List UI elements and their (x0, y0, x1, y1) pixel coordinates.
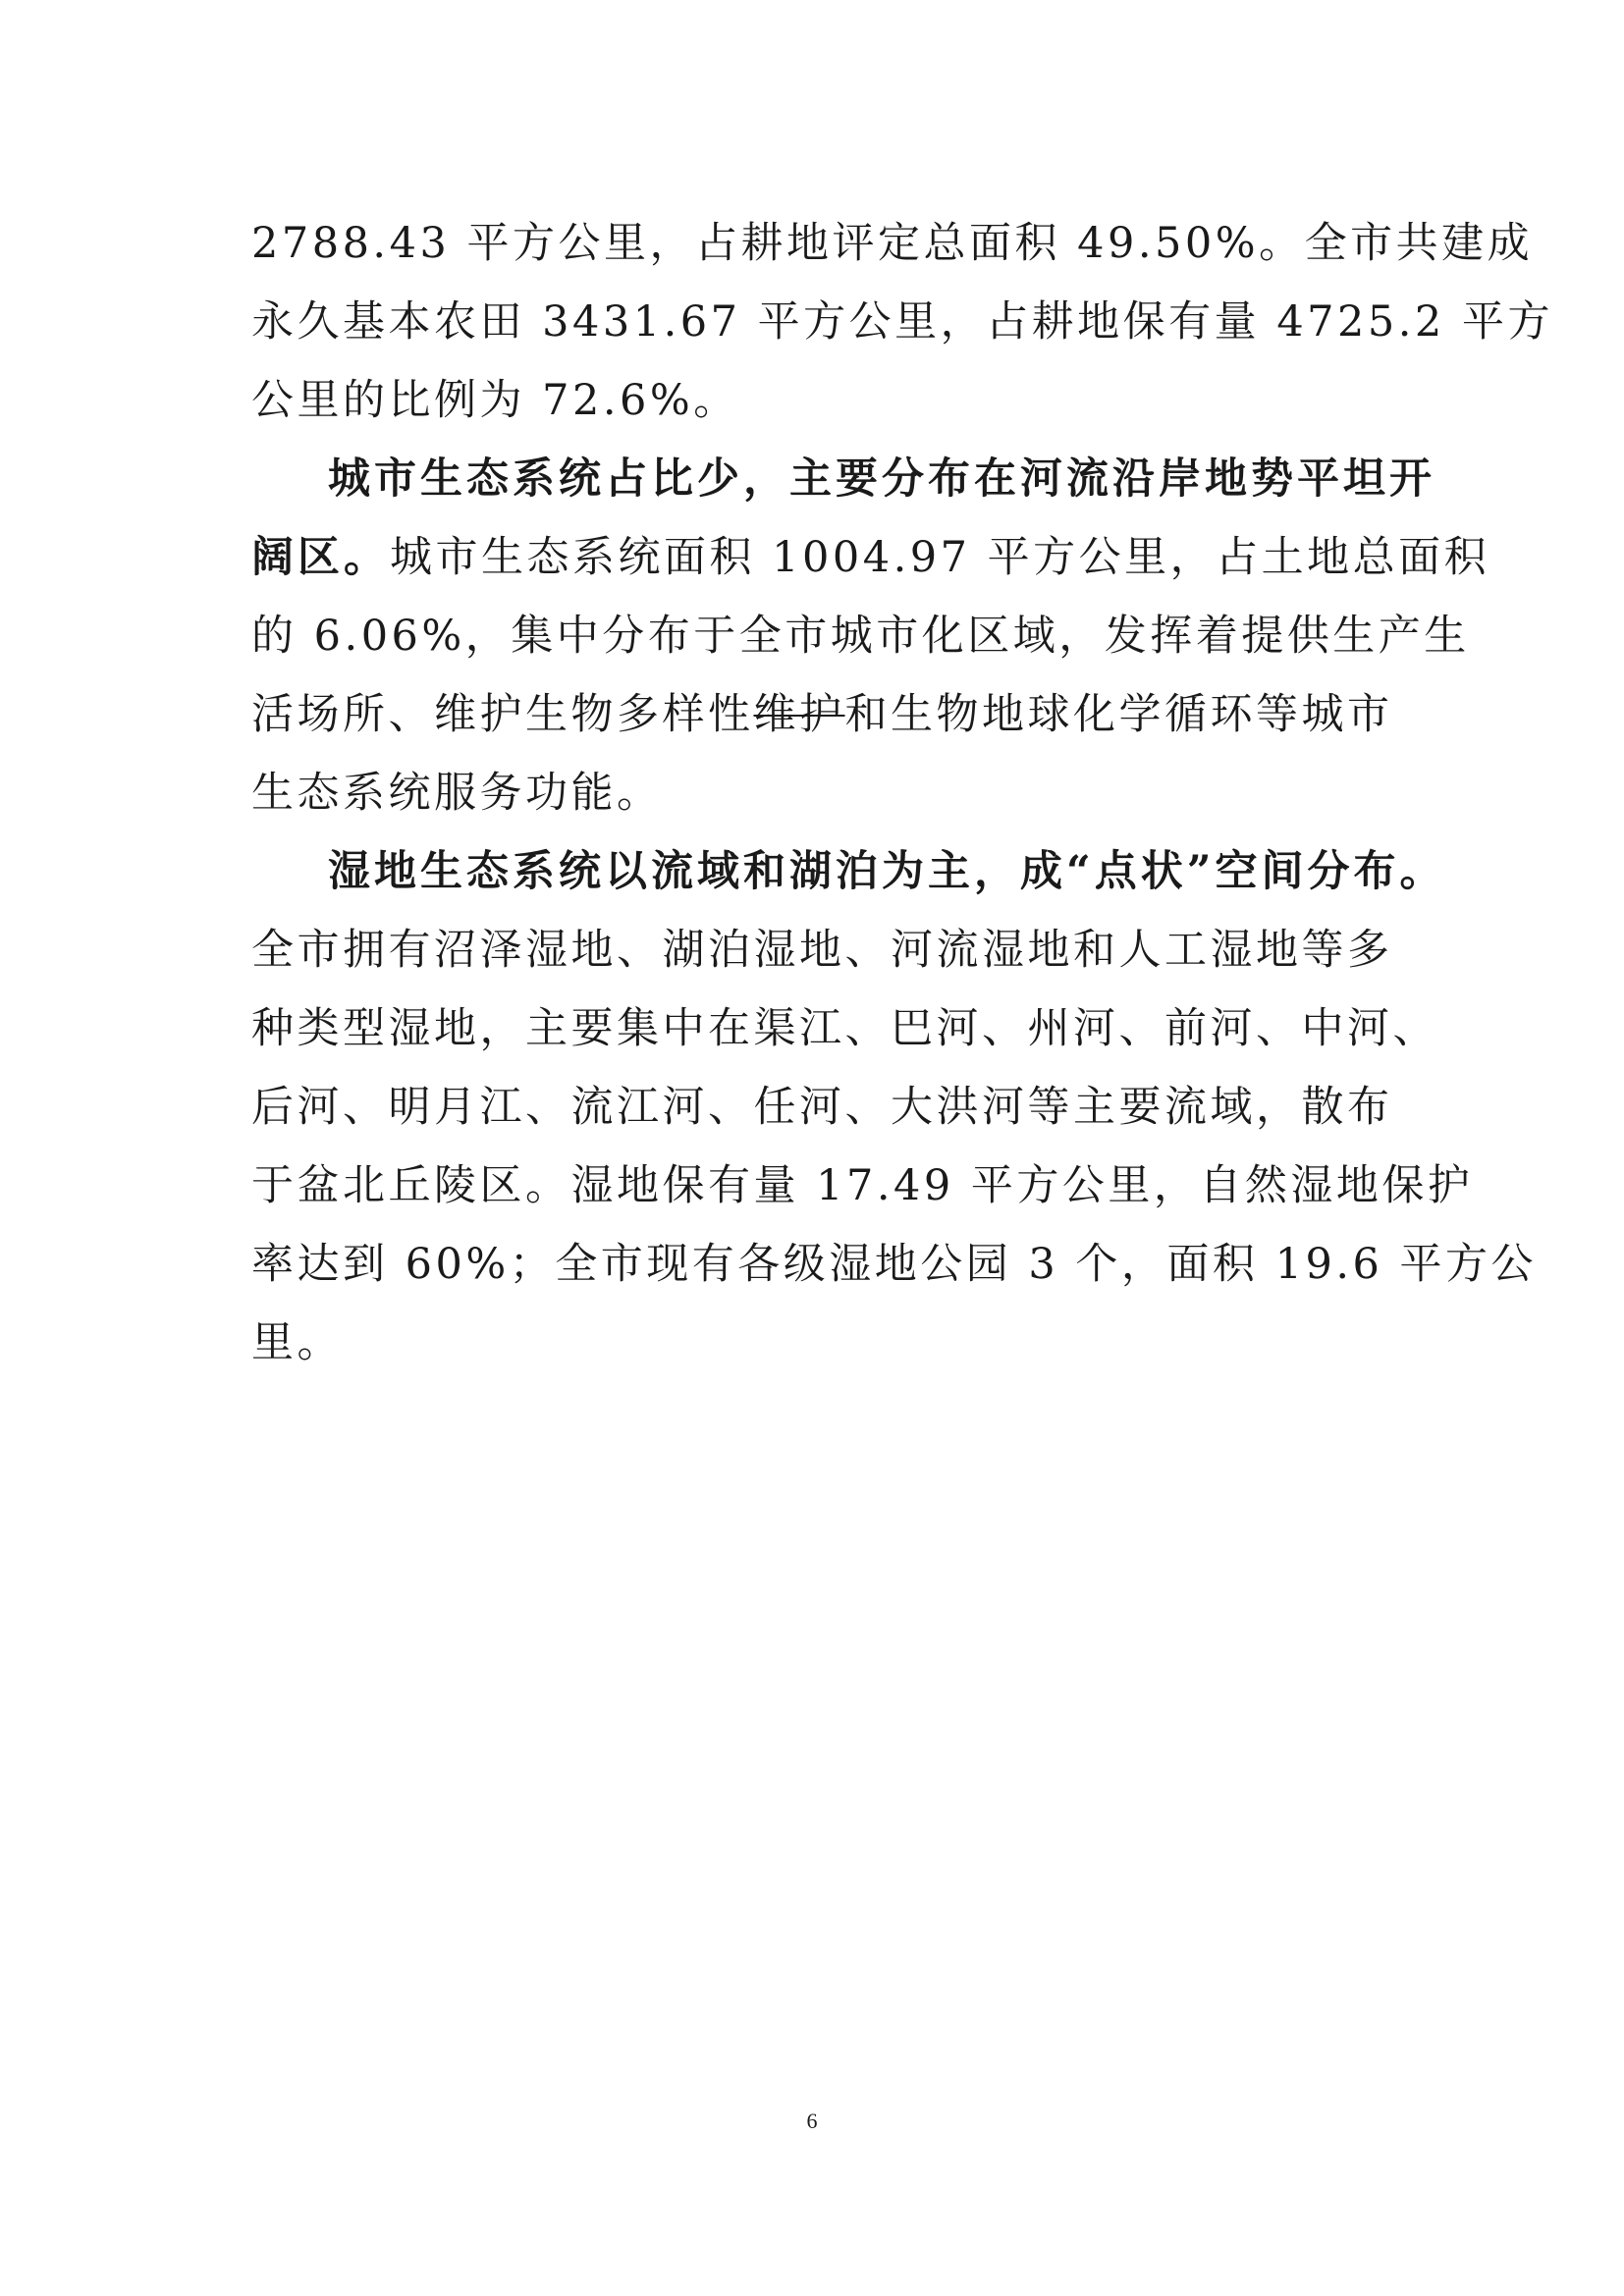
text-line-7 (251, 685, 1393, 744)
text-line-3-content: 公里的比例为 72.6%。 (251, 376, 739, 425)
text-line-10-content: 全市拥有沼泽湿地、湖泊湿地、河流湿地和人工湿地等多 (251, 926, 1393, 975)
heading-wetland-text: 湿地生态系统以流域和湖泊为主，成“点状”空间分布。 (328, 847, 1446, 896)
text-line-13-content: 于盆北丘陵区。湿地保有量 17.49 平方公里，自然湿地保护 (251, 1161, 1474, 1210)
heading-urban-part2: 阔区。 (251, 533, 390, 582)
text-line-12 (251, 1078, 1393, 1137)
text-line-2-content: 永久基本农田 3431.67 平方公里，占耕地保有量 4725.2 平方 (251, 297, 1553, 347)
heading-urban-part1: 城市生态系统占比少，主要分布在河流沿岸地势平坦开 (328, 454, 1435, 504)
text-line-14 (251, 1235, 1537, 1294)
text-line-8 (251, 764, 663, 823)
text-line-3 (251, 371, 739, 430)
text-line-12-content: 后河、明月江、流江河、任河、大洪河等主要流域，散布 (251, 1083, 1393, 1132)
text-line-5 (251, 528, 1489, 587)
text-line-13 (251, 1156, 1473, 1215)
text-line-6 (251, 607, 1470, 666)
text-line-1-content: 2788.43 平方公里，占耕地评定总面积 49.50%。全市共建成 (251, 219, 1534, 268)
text-line-10 (251, 921, 1393, 980)
text-line-8-content: 生态系统服务功能。 (251, 769, 663, 818)
text-line-6-content: 的 6.06%，集中分布于全市城市化区域，发挥着提供生产生 (251, 612, 1470, 661)
text-line-1 (251, 214, 1533, 273)
struck-through-text: 维护 (753, 690, 845, 739)
page-number: 6 (806, 2109, 818, 2133)
section-heading-urban (328, 450, 1435, 508)
urban-area-text: 城市生态系统面积 1004.97 平方公里，占土地总面积 (390, 533, 1490, 582)
text-line-15 (251, 1313, 343, 1372)
text-line-15-content: 里。 (251, 1318, 343, 1367)
section-heading-wetland (328, 842, 1445, 901)
text-line-7-part2: 和生物地球化学循环等城市 (844, 690, 1393, 739)
text-line-14-content: 率达到 60%；全市现有各级湿地公园 3 个，面积 19.6 平方公 (251, 1240, 1538, 1289)
text-line-11-content: 种类型湿地，主要集中在渠江、巴河、州河、前河、中河、 (251, 1004, 1438, 1053)
text-line-7-part1: 活场所、维护生物多样性 (251, 690, 754, 739)
text-line-11 (251, 999, 1438, 1058)
text-line-2 (251, 293, 1553, 351)
